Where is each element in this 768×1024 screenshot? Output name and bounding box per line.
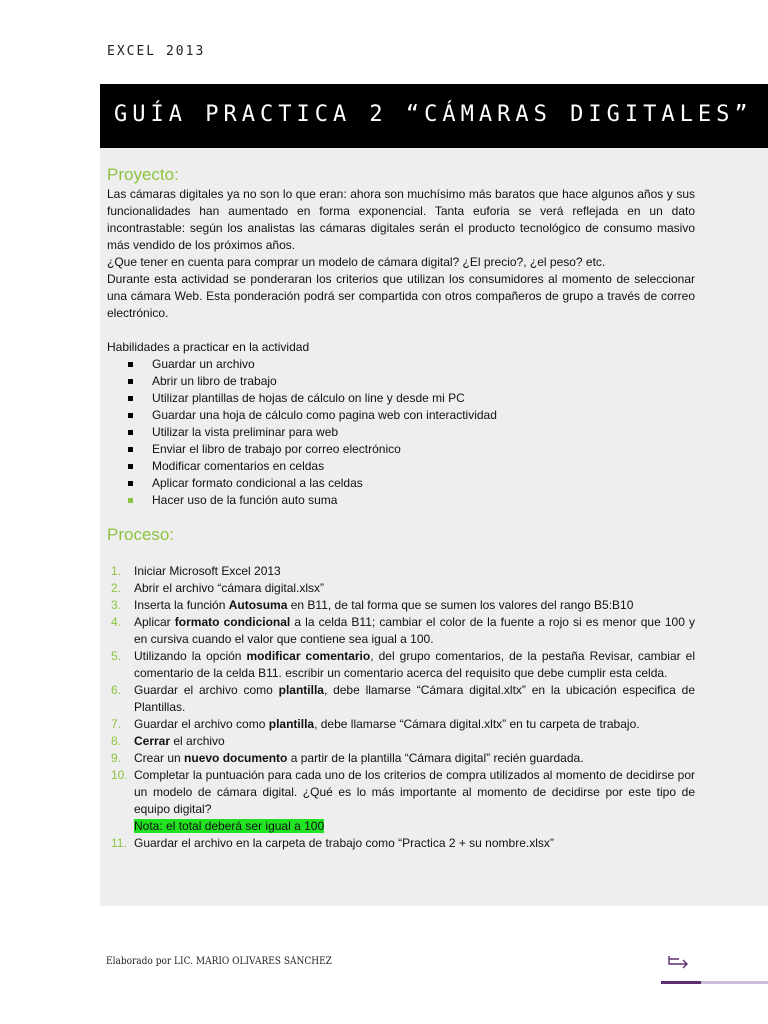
step-item <box>107 716 695 733</box>
step-text: en B11, de tal forma que se sumen los valores del rango B5:B10 <box>287 598 634 612</box>
list-item <box>107 390 695 407</box>
step-item <box>107 733 695 750</box>
step-number: 5. <box>111 649 122 663</box>
skill-label: Guardar una hoja de cálculo como pagina web con interactividad <box>152 408 497 422</box>
step-item <box>107 580 695 597</box>
skill-label: Utilizar plantillas de hojas de cálculo on line y desde mi PC <box>152 391 465 405</box>
header-label: EXCEL 2013 <box>107 44 206 59</box>
bullet-icon <box>128 430 133 435</box>
step-item <box>107 648 695 682</box>
step-number: 10. <box>111 768 128 782</box>
step-text: , debe llamarse “Cámara digital.xltx” en tu carpeta de trabajo. <box>314 717 640 731</box>
list-item <box>107 441 695 458</box>
skills-list <box>107 356 695 509</box>
skill-label: Modificar comentarios en celdas <box>152 459 325 473</box>
step-number: 6. <box>111 683 122 697</box>
step-item <box>107 597 695 614</box>
step-text: Utilizando la opción <box>134 649 247 663</box>
proceso-heading: Proceso: <box>107 525 175 544</box>
content-panel <box>100 148 768 906</box>
spacer <box>107 509 695 524</box>
skill-label: Hacer uso de la función auto suma <box>152 493 338 507</box>
proyecto-paragraph: Durante esta actividad se ponderaran los criterios que utilizan los consumidores al momento de seleccionar una cámara Web. Esta ponderación podrá ser compartida con otros compañeros de grupo a través de correo electrónico. <box>107 272 695 320</box>
step-text: Guardar el archivo en la carpeta de trabajo como “Practica 2 + su nombre.xlsx” <box>134 836 554 850</box>
step-item <box>107 767 695 835</box>
step-text: Iniciar Microsoft Excel 2013 <box>134 564 281 578</box>
step-number: 7. <box>111 717 122 731</box>
bullet-icon <box>128 447 133 452</box>
spacer <box>107 322 695 339</box>
bullet-icon <box>128 464 133 469</box>
bullet-icon <box>128 498 133 503</box>
step-text-bold: plantilla <box>278 683 324 697</box>
step-text: Guardar el archivo como <box>134 717 269 731</box>
step-text: , debe llamarse “Cámara digital.xltx” en la ubicación especifica de Plantillas. <box>134 683 695 714</box>
step-note: Nota: el total deberá ser igual a 100 <box>134 819 325 833</box>
step-number: 2. <box>111 581 122 595</box>
step-item <box>107 614 695 648</box>
step-text: Completar la puntuación para cada uno de los criterios de compra utilizados al momento de decidirse por un modelo de cámara digital. ¿Qué es lo más importante al momento de decidirse por este tipo de equipo digital? <box>134 768 695 816</box>
skill-label: Aplicar formato condicional a las celdas <box>152 476 363 490</box>
bullet-icon <box>128 413 133 418</box>
step-text-bold: Autosuma <box>228 598 288 612</box>
step-item <box>107 750 695 767</box>
bullet-icon <box>128 396 133 401</box>
step-item <box>107 835 695 852</box>
proyecto-heading: Proyecto: <box>107 165 179 184</box>
step-text: Guardar el archivo como <box>134 683 279 697</box>
author-credit: Elaborado por LIC. MARIO OLIVARES SÁNCHEZ <box>106 956 332 967</box>
step-text: el archivo <box>170 734 225 748</box>
step-text-bold: plantilla <box>268 717 315 731</box>
proyecto-paragraph: ¿Que tener en cuenta para comprar un modelo de cámara digital? ¿El precio?, ¿el peso? etc. <box>107 255 606 269</box>
bullet-icon <box>128 362 133 367</box>
skill-label: Utilizar la vista preliminar para web <box>152 425 339 439</box>
step-text: Inserta la función <box>134 598 229 612</box>
list-item <box>107 492 695 509</box>
list-item <box>107 356 695 373</box>
step-item <box>107 682 695 716</box>
step-text-bold: Cerrar <box>134 734 171 748</box>
step-text: Aplicar <box>134 615 175 629</box>
list-item <box>107 407 695 424</box>
return-arrow-icon <box>667 955 693 969</box>
step-text-bold: modificar comentario <box>246 649 371 663</box>
step-text-bold: nuevo documento <box>184 751 288 765</box>
footer-divider <box>661 981 768 984</box>
step-text-bold: formato condicional <box>174 615 291 629</box>
step-text: Abrir el archivo “cámara digital.xlsx” <box>134 581 325 595</box>
step-text: , del grupo comentarios, de la pestaña Revisar, cambiar el comentario de la celda B11. escribir un comentario acerca del requisito que debe cumplir esta celda. <box>134 649 696 680</box>
page-title: GUÍA PRACTICA 2 “CÁMARAS DIGITALES” <box>114 102 753 127</box>
step-number: 11. <box>111 836 127 850</box>
skill-label: Abrir un libro de trabajo <box>152 374 277 388</box>
bullet-icon <box>128 481 133 486</box>
step-number: 4. <box>111 615 122 629</box>
content-inner <box>107 164 695 852</box>
step-text: a partir de la plantilla “Cámara digital” recién guardada. <box>287 751 584 765</box>
list-item <box>107 475 695 492</box>
footer-divider-accent <box>661 981 701 984</box>
step-item <box>107 563 695 580</box>
step-text: Crear un <box>134 751 185 765</box>
title-bar <box>100 84 768 148</box>
skills-intro: Habilidades a practicar en la actividad <box>107 340 310 354</box>
step-text: a la celda B11; cambiar el color de la fuente a rojo si es menor que 100 y en cursiva cuando el valor que contiene sea igual a 100. <box>134 615 695 646</box>
step-number: 9. <box>111 751 122 765</box>
proyecto-paragraph: Las cámaras digitales ya no son lo que eran: ahora son muchísimo más baratos que hace algunos años y sus funcionalidades han aumentado en forma exponencial. Tanta euforia se verá reflejada en un dato incontrastable: según los analistas las cámaras digitales serán el producto tecnológico de consumo masivo más vendido de los próximos años. <box>107 187 695 252</box>
bullet-icon <box>128 379 133 384</box>
step-number: 8. <box>111 734 122 748</box>
step-number: 3. <box>111 598 122 612</box>
list-item <box>107 458 695 475</box>
list-item <box>107 424 695 441</box>
spacer <box>107 546 695 563</box>
step-number: 1. <box>111 564 122 578</box>
skill-label: Enviar el libro de trabajo por correo electrónico <box>152 442 401 456</box>
list-item <box>107 373 695 390</box>
skill-label: Guardar un archivo <box>152 357 255 371</box>
steps-list <box>107 563 695 852</box>
